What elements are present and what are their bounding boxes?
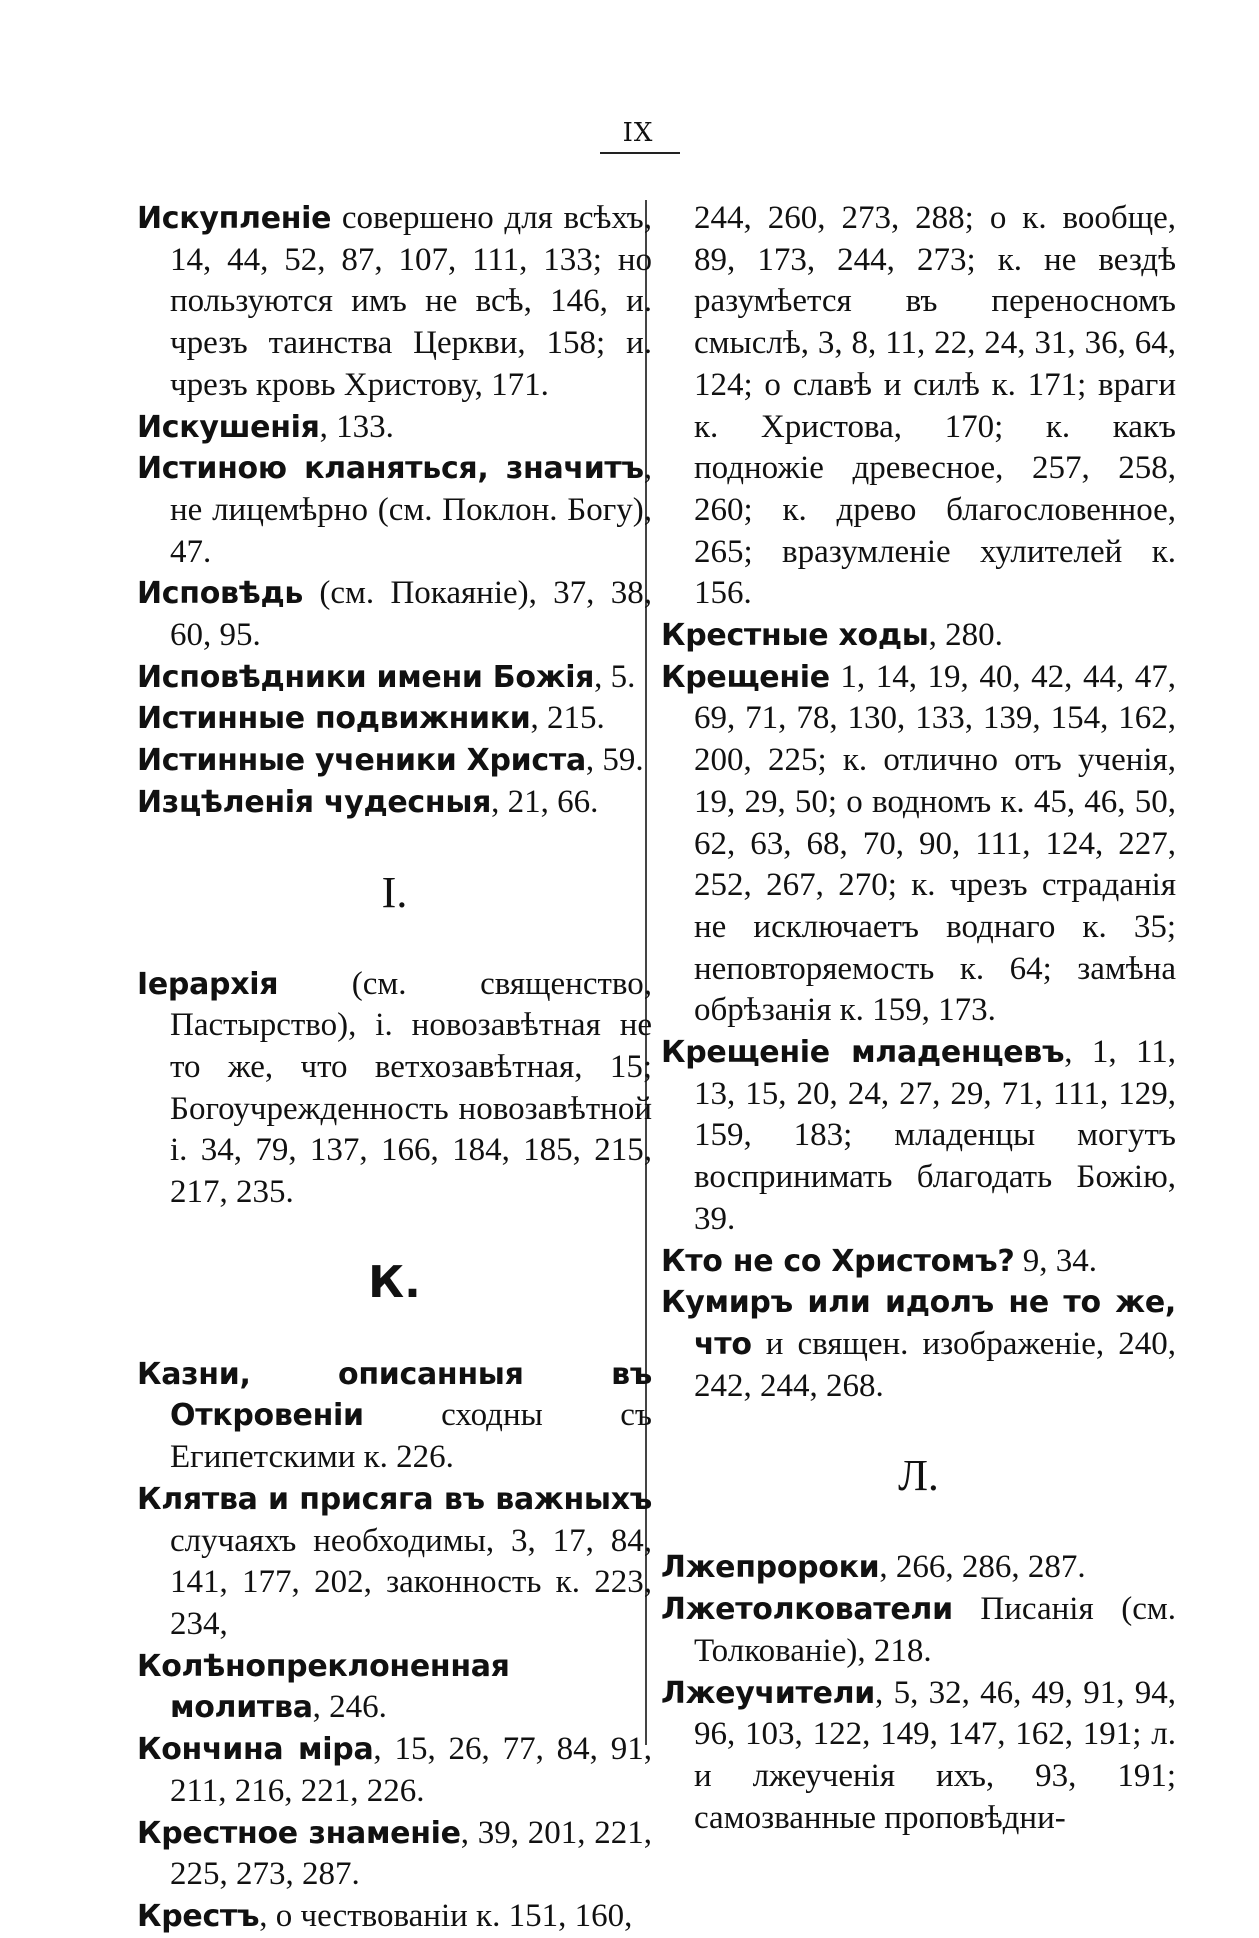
index-entry (137, 1729, 652, 1812)
index-entry (661, 657, 1176, 1032)
entry-headword: Крестъ (137, 1898, 260, 1934)
index-entry (137, 198, 652, 407)
right-column (661, 198, 1176, 1839)
entry-headword: Крещеніе (661, 659, 830, 695)
section-heading-l: Л. (898, 1451, 939, 1501)
section-heading-i: I. (381, 867, 408, 917)
entry-text: , 39, 201, 221, 225, 273, 287. (170, 1814, 653, 1893)
index-entry (661, 1282, 1176, 1407)
entry-headword: Колѣнопреклоненная молитва (137, 1648, 510, 1726)
index-entry (137, 407, 652, 449)
entry-headword: Истинные ученики Христа (137, 743, 586, 779)
index-entry (137, 1646, 652, 1729)
entry-headword: Крестное знаменіе (137, 1815, 461, 1851)
index-entry (137, 964, 652, 1214)
index-entry (661, 1547, 1176, 1589)
entry-text: Писанія (см. Толкованіе), 218. (694, 1591, 1176, 1669)
entry-text: сходны съ Египетскими к. 226. (170, 1397, 652, 1476)
entry-text: , 5, 32, 46, 49, 91, 94, 96, 103, 122, 149, 147, 162, 191; л. и лжеученія ихъ, 93, 191; самозванные проповѣдни- (694, 1674, 1176, 1836)
entry-headword: Лжепророки (661, 1550, 880, 1586)
entry-text: , 5. (594, 658, 636, 695)
entry-headword: Кто не со Христомъ? (661, 1243, 1015, 1279)
entry-text: 1, 14, 19, 40, 42, 44, 47, 69, 71, 78, 130, 133, 139, 154, 162, 200, 225; к. отлично отъ ученія, 19, 29, 50; о водномъ к. 45, 46, 50, 62, 63, 68, 70, 90, 111, 124, 227, 252, 267, 270; к. чрезъ страданія не исключаетъ воднаго к. 35; неповторяемость к. 64; замѣна обрѣзанія к. 159, 173. (694, 658, 1176, 1029)
left-column (137, 198, 652, 1938)
index-entry-continuation: 244, 260, 273, 288; о к. вообще, 89, 173, 244, 273; к. не вездѣ разумѣется въ переносномъ смыслѣ, 3, 8, 11, 22, 24, 31, 36, 64, 124; о славѣ и силѣ к. 171; враги к. Христова, 170; к. какъ подножіе древесное, 257, 258, 260; к. древо благословенное, 265; вразумленіе хулителей к. 156. (694, 200, 1176, 612)
entry-text: , 15, 26, 77, 84, 91, 211, 216, 221, 226. (170, 1731, 652, 1809)
entry-text: , 21, 66. (491, 783, 599, 820)
index-entry (137, 657, 652, 699)
entry-headword: Крещеніе младенцевъ (661, 1035, 1065, 1071)
entry-headword: Исповѣдники имени Божія (137, 659, 595, 695)
index-entry (137, 1896, 652, 1938)
index-entry (661, 1589, 1176, 1672)
index-entry (137, 1479, 652, 1646)
index-entry (137, 448, 652, 573)
index-entry (137, 1813, 652, 1896)
entry-text: и священ. изображеніе, 240, 242, 244, 268. (694, 1325, 1176, 1404)
page-number: IX (622, 118, 654, 148)
entry-headword: Клятва и присяга въ важныхъ (137, 1481, 652, 1517)
entry-headword: Лжетолкователи (661, 1592, 953, 1628)
entry-headword: Кумиръ или идолъ не то же, что (661, 1285, 1176, 1362)
entry-text: , 280. (928, 617, 1003, 654)
entry-text: , 266, 286, 287. (879, 1549, 1086, 1586)
entry-text: 9, 34. (1014, 1242, 1097, 1279)
entry-text: , 215. (530, 700, 605, 737)
entry-headword: Искупленіе (137, 201, 332, 236)
entry-text: , 133. (319, 408, 394, 445)
index-entry (661, 1241, 1176, 1283)
entry-text: , о чествованіи к. 151, 160, (259, 1897, 633, 1934)
entry-text: совершено для всѣхъ, 14, 44, 52, 87, 107, 111, 133; но пользуются имъ не всѣ, 146, и. чрезъ таинства Церкви, 158; и. чрезъ кровь Христову, 171. (170, 200, 652, 403)
entry-text: , 59. (585, 742, 644, 779)
entry-text: (см. Покаяніе), 37, 38, 60, 95. (170, 575, 652, 654)
page-number-rule (600, 152, 680, 154)
entry-headword: Исповѣдь (137, 576, 304, 612)
index-entry (137, 698, 652, 740)
entry-headword: Іерархія (137, 966, 279, 1002)
entry-text: , 1, 11, 13, 15, 20, 24, 27, 29, 71, 111, 129, 159, 183; младенцы могутъ воспринимать благодать Божію, 39. (694, 1034, 1176, 1237)
index-entry (137, 740, 652, 782)
index-entry (137, 782, 652, 824)
entry-headword: Истинные подвижники (137, 701, 531, 737)
index-entry (661, 1673, 1176, 1840)
entry-headword: Истиною кланяться, значитъ (137, 451, 644, 487)
index-entry (661, 615, 1176, 657)
index-entry (137, 1354, 652, 1479)
entry-headword: Лжеучители (661, 1675, 876, 1711)
index-entry (137, 573, 652, 656)
entry-headword: Крестные ходы (661, 618, 929, 654)
entry-text: (см. священство, Пастырство), і. новозавѣтная не то же, что ветхозавѣтная, 15; Богоучрежденность новозавѣтной і. 34, 79, 137, 166, 184, 185, 215, 217, 235. (170, 965, 652, 1211)
entry-headword: Казни, описанныя въ Откровеніи (137, 1356, 652, 1434)
entry-text: , не лицемѣрно (см. Поклон. Богу), 47. (170, 450, 652, 570)
entry-text: , 246. (312, 1689, 387, 1726)
entry-headword: Искушенія (137, 409, 320, 445)
entry-text: случаяхъ необходимы, 3, 17, 84, 141, 177, 202, законность к. 223, 234, (170, 1522, 652, 1642)
entry-headword: Изцѣленія чудесныя (137, 784, 492, 820)
index-entry (661, 1032, 1176, 1241)
section-heading-k: К. (368, 1256, 421, 1308)
entry-headword: Кончина міра (137, 1732, 374, 1768)
